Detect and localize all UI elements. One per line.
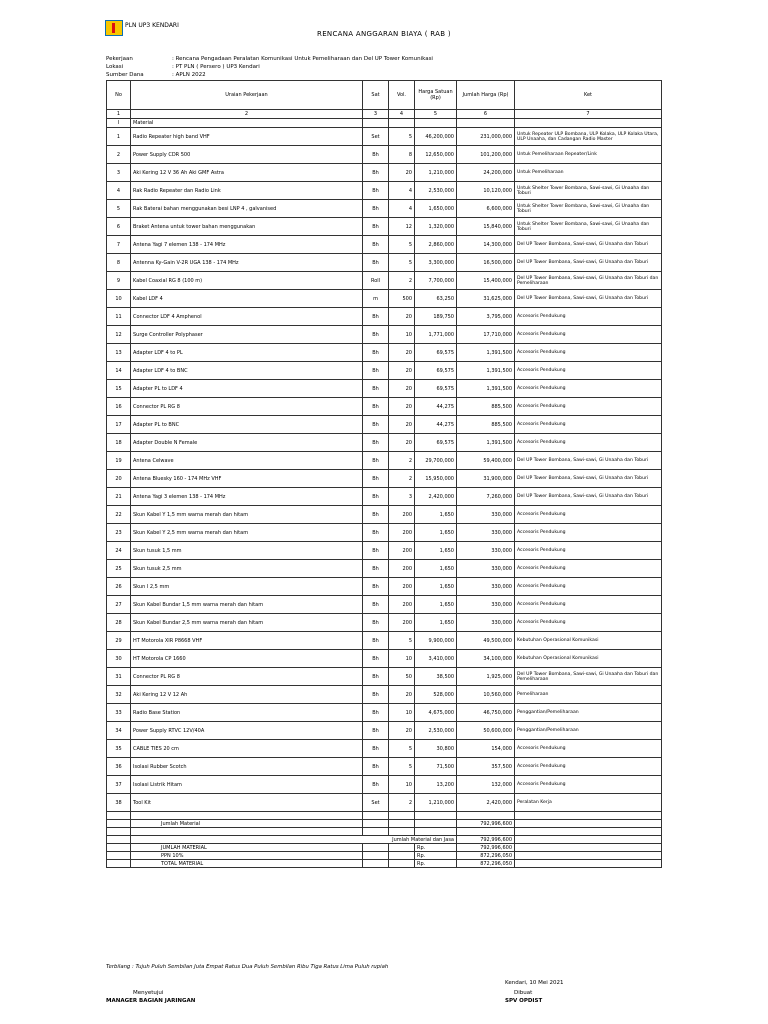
table-row: 6 Braket Antena untuk tower bahan menggunakan Bh 12 1,320,000 15,840,000 Untuk Shelter Tower Bombana, Sawi-sawi, Gi Unaaha dan Toburi bbox=[107, 218, 662, 236]
table-row: 19 Antena Celwave Bh 2 29,700,000 59,400,000 Del UP Tower Bombana, Sawi-sawi, Gi Unaaha dan Toburi bbox=[107, 452, 662, 470]
table-row: 15 Adapter PL to LDF 4 Bh 20 69,575 1,391,500 Accesoris Pendukung bbox=[107, 380, 662, 398]
table-row: 33 Radio Base Station Bh 10 4,675,000 46,750,000 Penggantian/Pemeliharaan bbox=[107, 704, 662, 722]
table-row: 2 Power Supply CDR 500 Bh 8 12,650,000 101,200,000 Untuk Pemeliharaan Repeater/Link bbox=[107, 146, 662, 164]
table-row: 3 Aki Kering 12 V 36 Ah Aki GMF Astra Bh 20 1,210,000 24,200,000 Untuk Pemeliharaan bbox=[107, 164, 662, 182]
jumlah-material-jasa-row: Jumlah Material dan Jasa 792,996,600 bbox=[107, 836, 662, 844]
table-row: 12 Surge Controller Polyphaser Bh 10 1,771,000 17,710,000 Accesoris Pendukung bbox=[107, 326, 662, 344]
table-row: 38 Tool Kit Set 2 1,210,000 2,420,000 Peralatan Kerja bbox=[107, 794, 662, 812]
table-row: 23 Skun Kabel Y 2,5 mm warna merah dan hitam Bh 200 1,650 330,000 Accesoris Pendukung bbox=[107, 524, 662, 542]
total-row-1: JUMLAH MATERIAL Rp. 792,996,600 bbox=[107, 844, 662, 852]
meta-lokasi: Lokasi : PT PLN ( Persero ) UP3 Kendari bbox=[106, 64, 260, 70]
table-row: 21 Antena Yagi 3 elemen 138 - 174 MHz Bh 3 2,420,000 7,260,000 Del UP Tower Bombana, Sawi-sawi, Gi Unaaha dan Toburi bbox=[107, 488, 662, 506]
section-row: I Material bbox=[107, 119, 662, 128]
table-row: 7 Antena Yagi 7 elemen 138 - 174 MHz Bh 5 2,860,000 14,300,000 Del UP Tower Bombana, Sawi-sawi, Gi Unaaha dan Toburi bbox=[107, 236, 662, 254]
table-row: 30 HT Motorola CP 1660 Bh 10 3,410,000 34,100,000 Kebutuhan Operasional Komunikasi bbox=[107, 650, 662, 668]
table-row: 20 Antena Bluesky 160 - 174 MHz VHF Bh 2 15,950,000 31,900,000 Del UP Tower Bombana, Sawi-sawi, Gi Unaaha dan Toburi bbox=[107, 470, 662, 488]
preparer-label: Dibuat bbox=[514, 990, 533, 996]
table-row: 13 Adapter LDF 4 to PL Bh 20 69,575 1,391,500 Accesoris Pendukung bbox=[107, 344, 662, 362]
table-row: 31 Connector PL RG 8 Bh 50 38,500 1,925,000 Del UP Tower Bombana, Sawi-sawi, Gi Unaaha dan Toburi dan Pemeliharaan bbox=[107, 668, 662, 686]
document-title: RENCANA ANGGARAN BIAYA ( RAB ) bbox=[317, 30, 451, 38]
terbilang: Terbilang : Tujuh Puluh Sembilan Juta Empat Ratus Dua Puluh Sembilan Ribu Tiga Ratus Lima Puluh rupiah bbox=[106, 964, 389, 970]
meta-sumber-dana: Sumber Dana : APLN 2022 bbox=[106, 72, 206, 78]
table-row: 11 Connector LDF 4 Amphenol Bh 20 189,750 3,795,000 Accesoris Pendukung bbox=[107, 308, 662, 326]
preparer-title: SPV OPDIST bbox=[505, 998, 543, 1004]
table-row: 27 Skun Kabel Bundar 1,5 mm warna merah dan hitam Bh 200 1,650 330,000 Accesoris Pendukung bbox=[107, 596, 662, 614]
header-number-row: 1 2 3 4 5 6 7 bbox=[107, 110, 662, 119]
table-row: 28 Skun Kabel Bundar 2,5 mm warna merah dan hitam Bh 200 1,650 330,000 Accesoris Pendukung bbox=[107, 614, 662, 632]
table-row: 26 Skun I 2,5 mm Bh 200 1,650 330,000 Accesoris Pendukung bbox=[107, 578, 662, 596]
totals-block bbox=[107, 812, 662, 868]
table-row: 18 Adapter Double N Female Bh 20 69,575 1,391,500 Accesoris Pendukung bbox=[107, 434, 662, 452]
table-row: 17 Adapter PL to BNC Bh 20 44,275 885,500 Accesoris Pendukung bbox=[107, 416, 662, 434]
table-row: 16 Connector PL RG 8 Bh 20 44,275 885,500 Accesoris Pendukung bbox=[107, 398, 662, 416]
place-date: Kendari, 10 Mei 2021 bbox=[505, 980, 564, 986]
table-row: 34 Power Supply RTVC 12V/40A Bh 20 2,530,000 50,600,000 Penggantian/Pemeliharaan bbox=[107, 722, 662, 740]
table-row: 35 CABLE TIES 20 cm Bh 5 30,800 154,000 Accesoris Pendukung bbox=[107, 740, 662, 758]
jumlah-material-row: Jumlah Material 792,996,600 bbox=[107, 820, 662, 828]
total-row-2: PPN 10% Rp. 872,296,050 bbox=[107, 852, 662, 860]
table-row: 8 Antenna Ky-Gain V-2R UGA 138 - 174 MHz Bh 5 3,300,000 16,500,000 Del UP Tower Bombana, Sawi-sawi, Gi Unaaha dan Toburi bbox=[107, 254, 662, 272]
rab-table bbox=[106, 80, 662, 868]
table-row: 10 Kabel LDF 4 m 500 63,250 31,625,000 Del UP Tower Bombana, Sawi-sawi, Gi Unaaha dan Toburi bbox=[107, 290, 662, 308]
approver-label: Menyetujui bbox=[133, 990, 164, 996]
company-name: PLN UP3 KENDARI bbox=[125, 22, 179, 29]
meta-pekerjaan: Pekerjaan : Rencana Pengadaan Peralatan Komunikasi Untuk Pemeliharaan dan Del UP Tower Komunikasi bbox=[106, 56, 433, 62]
table-row: 1 Radio Repeater high band VHF Set 5 46,200,000 231,000,000 Untuk Repeater ULP Bombana, ULP Kolaka, ULP Kolaka Utara, ULP Unaaha, dan Cadangan Radio Master bbox=[107, 128, 662, 146]
table-row: 4 Rak Radio Repeater dan Radio Link Bh 4 2,530,000 10,120,000 Untuk Shelter Tower Bombana, Sawi-sawi, Gi Unaaha dan Toburi bbox=[107, 182, 662, 200]
table-row: 37 Isolasi Listrik Hitam Bh 10 13,200 132,000 Accesoris Pendukung bbox=[107, 776, 662, 794]
table-row: 5 Rak Baterai bahan menggunakan besi LNP 4 , galvanised Bh 4 1,650,000 6,600,000 Untuk Shelter Tower Bombana, Sawi-sawi, Gi Unaaha dan Toburi bbox=[107, 200, 662, 218]
table-row: 29 HT Motorola XIR P8668 VHF Bh 5 9,900,000 49,500,000 Kebutuhan Operasional Komunikasi bbox=[107, 632, 662, 650]
table-row: 36 Isolasi Rubber Scotch Bh 5 71,500 357,500 Accesoris Pendukung bbox=[107, 758, 662, 776]
table-row: 32 Aki Kering 12 V 12 Ah Bh 20 528,000 10,560,000 Pemeliharaan bbox=[107, 686, 662, 704]
total-row-3: TOTAL MATERIAL Rp. 872,296,050 bbox=[107, 860, 662, 868]
approver-title: MANAGER BAGIAN JARINGAN bbox=[106, 998, 196, 1004]
table-header: No Uraian Pekerjaan Sat Vol. Harga Satuan (Rp) Jumlah Harga (Rp) Ket bbox=[107, 81, 662, 110]
table-row: 25 Skun tusuk 2,5 mm Bh 200 1,650 330,000 Accesoris Pendukung bbox=[107, 560, 662, 578]
table-row: 9 Kabel Coaxial RG 8 (100 m) Roll 2 7,700,000 15,400,000 Del UP Tower Bombana, Sawi-sawi, Gi Unaaha dan Toburi dan Pemeliharaan bbox=[107, 272, 662, 290]
table-row: 22 Skun Kabel Y 1,5 mm warna merah dan hitam Bh 200 1,650 330,000 Accesoris Pendukung bbox=[107, 506, 662, 524]
table-row: 24 Skun tusuk 1,5 mm Bh 200 1,650 330,000 Accesoris Pendukung bbox=[107, 542, 662, 560]
table-row: 14 Adapter LDF 4 to BNC Bh 20 69,575 1,391,500 Accesoris Pendukung bbox=[107, 362, 662, 380]
